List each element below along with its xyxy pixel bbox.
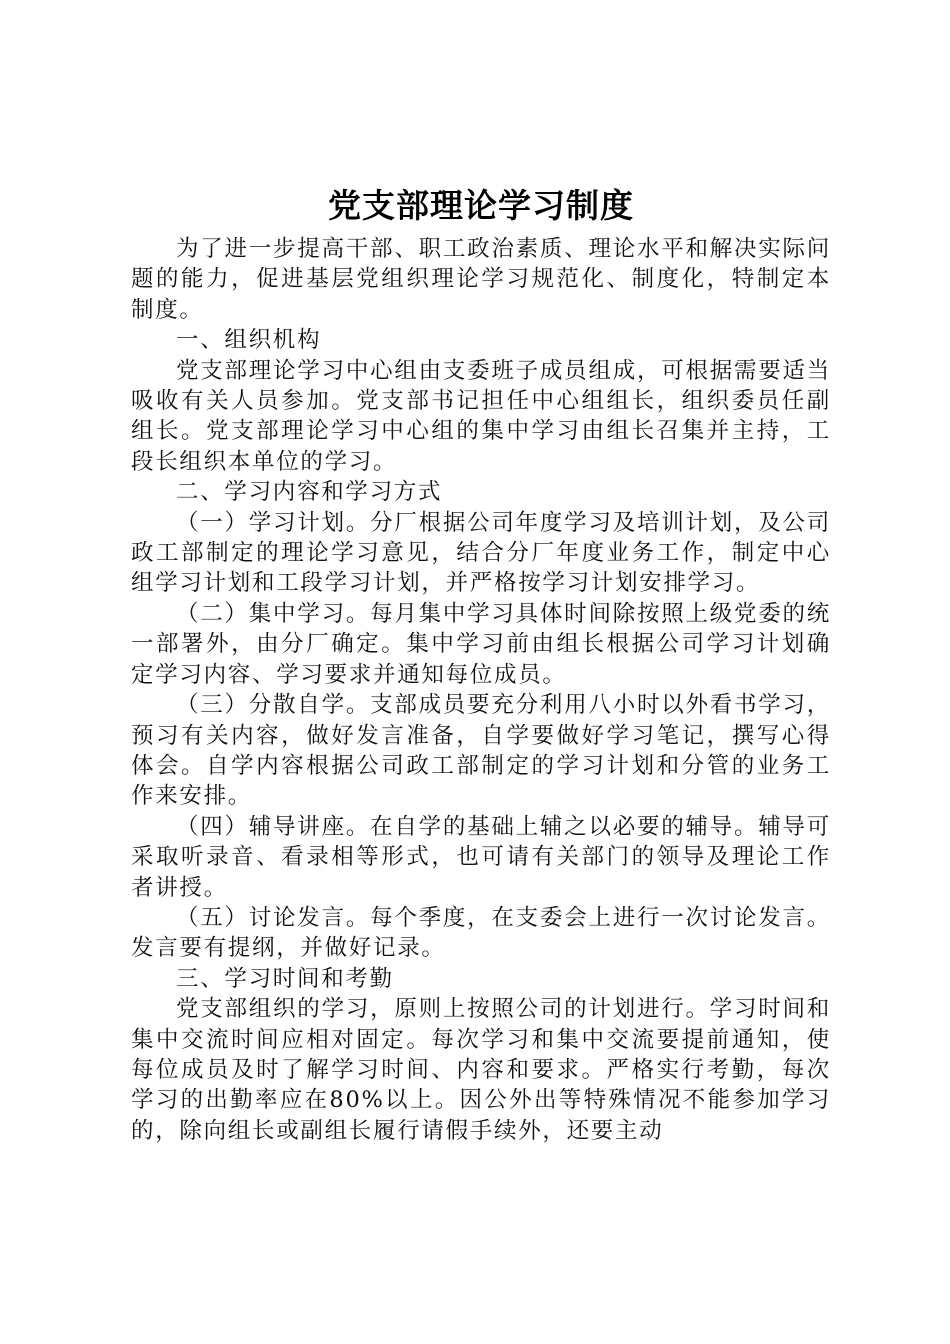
self-study-paragraph: （三）分散自学。支部成员要充分利用八小时以外看书学习，预习有关内容，做好发言准备，自学要做好学习笔记，撰写心得体会。自学内容根据公司政工部制定的学习计划和分管的业务工作来安排。: [131, 692, 831, 810]
document-title: 党支部理论学习制度: [328, 186, 634, 225]
study-plan-paragraph: （一）学习计划。分厂根据公司年度学习及培训计划，及公司政工部制定的理论学习意见，结合分厂年度业务工作，制定中心组学习计划和工段学习计划，并严格按学习计划安排学习。: [131, 509, 831, 597]
document-body: [131, 182, 831, 1146]
organization-paragraph: 党支部理论学习中心组由支委班子成员组成，可根据需要适当吸收有关人员参加。党支部书记担任中心组组长，组织委员任副组长。党支部理论学习中心组的集中学习由组长召集并主持，工段长组织本单位的学习。: [131, 357, 831, 475]
discussion-paragraph: （五）讨论发言。每个季度，在支委会上进行一次讨论发言。发言要有提纲，并做好记录。: [131, 904, 831, 962]
section-heading-time-attendance: 三、学习时间和考勤: [176, 965, 394, 992]
section-heading-content-methods: 二、学习内容和学习方式: [176, 479, 443, 506]
lecture-paragraph: （四）辅导讲座。在自学的基础上辅之以必要的辅导。辅导可采取听录音、看录相等形式，也可请有关部门的领导及理论工作者讲授。: [131, 813, 831, 901]
section-heading-organization: 一、组织机构: [176, 327, 322, 354]
intro-paragraph: 为了进一步提高干部、职工政治素质、理论水平和解决实际问题的能力，促进基层党组织理论学习规范化、制度化，特制定本制度。: [131, 236, 831, 323]
group-study-paragraph: （二）集中学习。每月集中学习具体时间除按照上级党委的统一部署外，由分厂确定。集中学习前由组长根据公司学习计划确定学习内容、学习要求并通知每位成员。: [131, 600, 831, 688]
attendance-paragraph: 党支部组织的学习，原则上按照公司的计划进行。学习时间和集中交流时间应相对固定。每次学习和集中交流要提前通知，使每位成员及时了解学习时间、内容和要求。严格实行考勤，每次学习的出勤率应在80%以上。因公外出等特殊情况不能参加学习的，除向组长或副组长履行请假手续外，还要主动: [131, 996, 831, 1144]
